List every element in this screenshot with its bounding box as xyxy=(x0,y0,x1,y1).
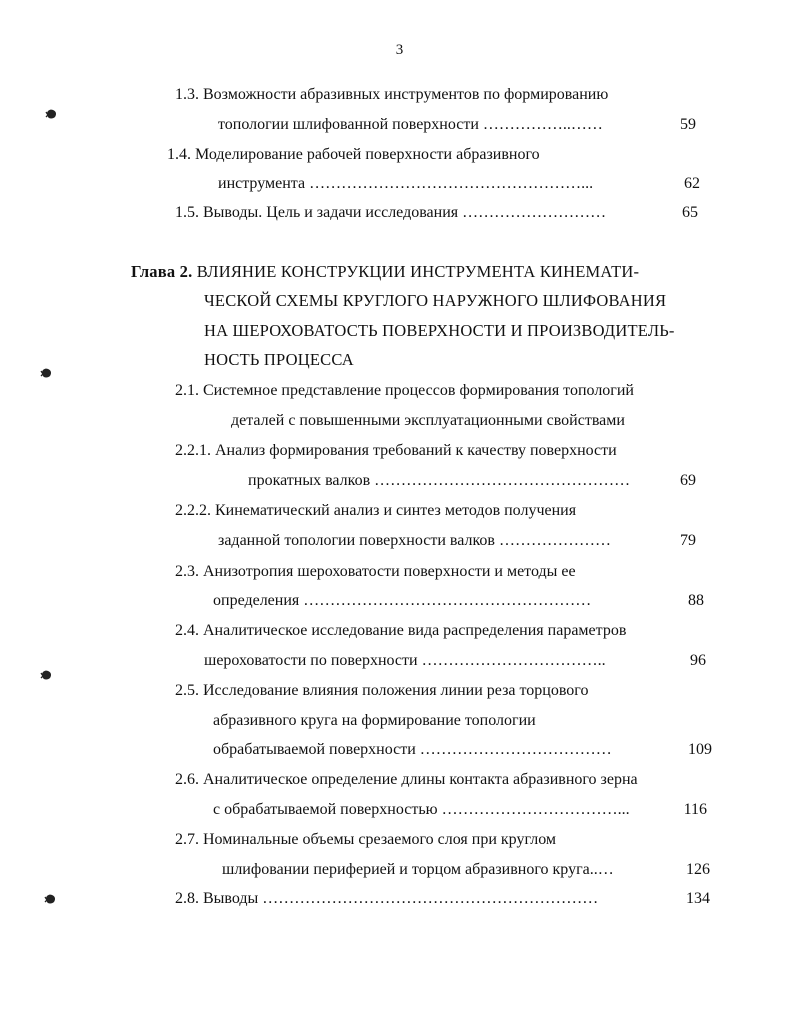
chapter-label: Глава 2. xyxy=(131,262,193,281)
toc-entry-title: 2.5. Исследование влияния положения линии реза торцового xyxy=(175,682,589,699)
toc-entry-title: топологии шлифованной поверхности ……………..…… xyxy=(218,116,603,133)
toc-entry-title: деталей с повышенными эксплуатационными свойствами xyxy=(231,412,625,429)
toc-entry-title: 2.3. Анизотропия шероховатости поверхности и методы ее xyxy=(175,563,576,580)
chapter-title-line: НА ШЕРОХОВАТОСТЬ ПОВЕРХНОСТИ И ПРОИЗВОДИТЕЛЬ- xyxy=(204,321,675,340)
toc-entry-title: шероховатости по поверхности …………………………….. xyxy=(204,652,606,669)
toc-entry-page: 59 xyxy=(680,116,696,133)
toc-entry-title: инструмента ……………………………………………... xyxy=(218,175,594,192)
toc-entry-page: 79 xyxy=(680,532,696,549)
binder-hole-mark xyxy=(45,108,59,120)
toc-entry-page: 116 xyxy=(683,801,707,818)
toc-entry-title: 2.2.1. Анализ формирования требований к качеству поверхности xyxy=(175,442,617,459)
toc-entry-title: шлифовании периферией и торцом абразивного круга..… xyxy=(222,861,614,878)
toc-entry-title: 1.4. Моделирование рабочей поверхности абразивного xyxy=(167,146,540,163)
toc-entry-title: абразивного круга на формирование топологии xyxy=(213,712,536,729)
toc-entry-page: 62 xyxy=(684,175,700,192)
toc-entry-title: 1.3. Возможности абразивных инструментов по формированию xyxy=(175,86,609,103)
toc-entry-title: 1.5. Выводы. Цель и задачи исследования ……………………… xyxy=(175,204,607,221)
binder-hole-mark xyxy=(44,893,58,905)
toc-entry-title: 2.4. Аналитическое исследование вида распределения параметров xyxy=(175,622,627,639)
chapter-title-line: ЧЕСКОЙ СХЕМЫ КРУГЛОГО НАРУЖНОГО ШЛИФОВАНИЯ xyxy=(204,291,667,310)
toc-entry-page: 109 xyxy=(688,741,712,758)
toc-entry-page: 69 xyxy=(680,472,696,489)
binder-hole-mark xyxy=(40,669,54,681)
chapter-title-line: НОСТЬ ПРОЦЕССА xyxy=(204,350,354,369)
toc-entry-title: заданной топологии поверхности валков ………………… xyxy=(218,532,611,549)
chapter-heading xyxy=(131,262,639,282)
toc-entry-title: 2.2.2. Кинематический анализ и синтез методов получения xyxy=(175,502,577,519)
toc-entry-title: с обрабатываемой поверхностью ……………………………... xyxy=(213,801,630,818)
chapter-title-line: ВЛИЯНИЕ КОНСТРУКЦИИ ИНСТРУМЕНТА КИНЕМАТИ- xyxy=(196,262,640,281)
binder-hole-mark xyxy=(40,367,54,379)
toc-entry-title: 2.6. Аналитическое определение длины контакта абразивного зерна xyxy=(175,771,638,788)
toc-entry-title: определения ……………………………………………… xyxy=(213,592,592,609)
toc-entry-title: 2.1. Системное представление процессов формирования топологий xyxy=(175,382,634,399)
toc-entry-title: 2.7. Номинальные объемы срезаемого слоя при круглом xyxy=(175,831,557,848)
toc-entry-page: 134 xyxy=(686,890,710,907)
toc-entry-page: 96 xyxy=(690,652,706,669)
toc-entry-page: 88 xyxy=(688,592,704,609)
toc-entry-title: прокатных валков ………………………………………… xyxy=(248,472,631,489)
toc-entry-title: обрабатываемой поверхности ……………………………… xyxy=(213,741,612,758)
toc-entry-title: 2.8. Выводы ……………………………………………………… xyxy=(175,890,599,907)
toc-entry-page: 65 xyxy=(682,204,698,221)
page-number: 3 xyxy=(395,42,404,58)
toc-entry-page: 126 xyxy=(686,861,710,878)
